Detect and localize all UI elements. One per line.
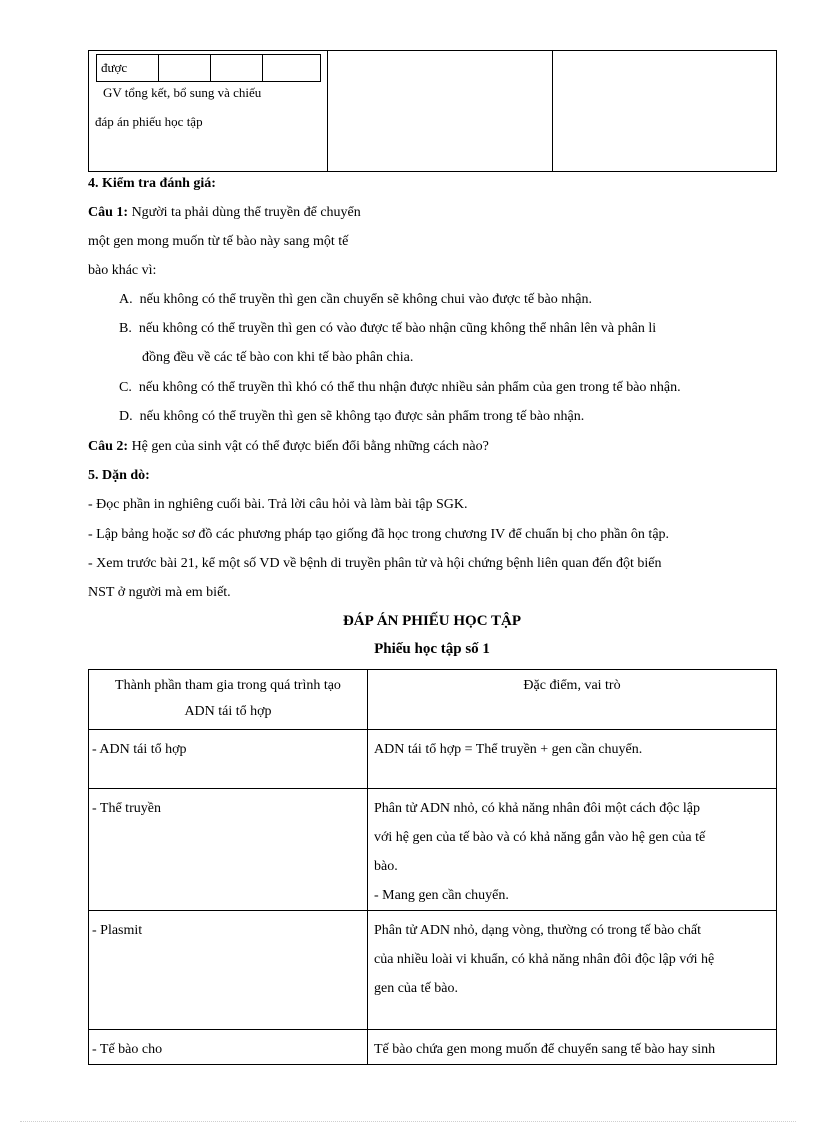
table-row <box>89 730 777 789</box>
answer-subtitle: Phiếu học tập số 1 <box>374 641 490 657</box>
nested-cell-empty <box>263 55 321 82</box>
table-row <box>89 789 777 911</box>
question-1-label: Câu 1: <box>88 205 129 220</box>
question-1-text-1: Người ta phải dùng thể truyền để chuyển <box>131 205 361 220</box>
question-1 <box>88 203 361 223</box>
row-component: - Tế bào cho <box>89 1030 368 1065</box>
nested-cell-text: được <box>97 55 159 82</box>
option-text: nếu không có thể truyền thì gen sẽ không tạo được sản phẩm trong tế bào nhận. <box>139 409 585 424</box>
row-description: Phân tử ADN nhỏ, dạng vòng, thường có trong tế bào chất của nhiều loài vi khuẩn, có khả năng nhân đôi độc lập với hệ gen của tế bào. <box>368 911 777 1030</box>
nested-cell-empty <box>211 55 263 82</box>
option-letter: A. <box>119 292 133 307</box>
answer-title: ĐÁP ÁN PHIẾU HỌC TẬP <box>342 613 522 629</box>
option-b <box>119 319 656 339</box>
column-header-role: Đặc điểm, vai trò <box>368 670 777 730</box>
nested-answer-table <box>96 54 321 82</box>
row-component: - Plasmit <box>89 911 368 1030</box>
homework-item: - Lập bảng hoặc sơ đồ các phương pháp tạo giống đã học trong chương IV để chuẩn bị cho phần ôn tập. <box>88 527 670 542</box>
option-c <box>119 378 681 398</box>
row-description: ADN tái tổ hợp = Thể truyền + gen cần chuyển. <box>368 730 777 789</box>
option-letter: D. <box>119 409 133 424</box>
homework-item-continued: NST ở người mà em biết. <box>88 585 231 600</box>
nested-cell-empty <box>159 55 211 82</box>
question-2 <box>88 437 489 457</box>
content-cell <box>553 51 777 172</box>
row-component: - ADN tái tổ hợp <box>89 730 368 789</box>
activity-table-continuation <box>88 50 777 172</box>
row-component: - Thể truyền <box>89 789 368 911</box>
question-2-label: Câu 2: <box>88 439 129 454</box>
table-row <box>89 911 777 1030</box>
page-footer-divider <box>20 1121 796 1122</box>
row-description: Tế bào chứa gen mong muốn để chuyển sang tế bào hay sinh <box>368 1030 777 1065</box>
homework-item: - Đọc phần in nghiêng cuối bài. Trả lời câu hỏi và làm bài tập SGK. <box>88 497 468 512</box>
teacher-note-line-2: đáp án phiếu học tập <box>95 114 203 129</box>
question-1-text-3: bào khác vì: <box>88 263 157 278</box>
table-header-row <box>89 670 777 730</box>
option-d <box>119 407 584 427</box>
answer-table <box>88 669 777 1065</box>
option-a <box>119 290 592 310</box>
section-4-heading: 4. Kiểm tra đánh giá: <box>88 176 216 191</box>
teacher-activity-cell <box>89 51 328 172</box>
question-1-text-2: một gen mong muốn từ tế bào này sang một tế <box>88 234 349 249</box>
question-2-text: Hệ gen của sinh vật có thể được biến đổi bằng những cách nào? <box>131 439 489 454</box>
student-activity-cell <box>328 51 553 172</box>
option-letter: C. <box>119 380 132 395</box>
option-b-continued: đồng đều về các tế bào con khi tế bào phân chia. <box>142 350 414 365</box>
section-5-heading: 5. Dặn dò: <box>88 468 150 483</box>
option-text: nếu không có thể truyền thì gen cần chuyển sẽ không chui vào được tế bào nhận. <box>139 292 592 307</box>
table-row <box>89 1030 777 1065</box>
homework-item: - Xem trước bài 21, kể một số VD về bệnh di truyền phân tử và hội chứng bệnh liên quan đến đột biến <box>88 556 662 571</box>
option-text: nếu không có thể truyền thì khó có thể thu nhận được nhiều sản phẩm của gen trong tế bào nhận. <box>138 380 681 395</box>
column-header-component: Thành phần tham gia trong quá trình tạo ADN tái tổ hợp <box>89 670 368 730</box>
teacher-note-line-1: GV tổng kết, bổ sung và chiếu <box>103 85 262 100</box>
row-description: Phân tử ADN nhỏ, có khả năng nhân đôi một cách độc lập với hệ gen của tế bào và có khả năng gắn vào hệ gen của tế bào. - Mang gen cần chuyển. <box>368 789 777 911</box>
option-letter: B. <box>119 321 132 336</box>
option-text: nếu không có thể truyền thì gen có vào được tế bào nhận cũng không thể nhân lên và phân li <box>138 321 657 336</box>
